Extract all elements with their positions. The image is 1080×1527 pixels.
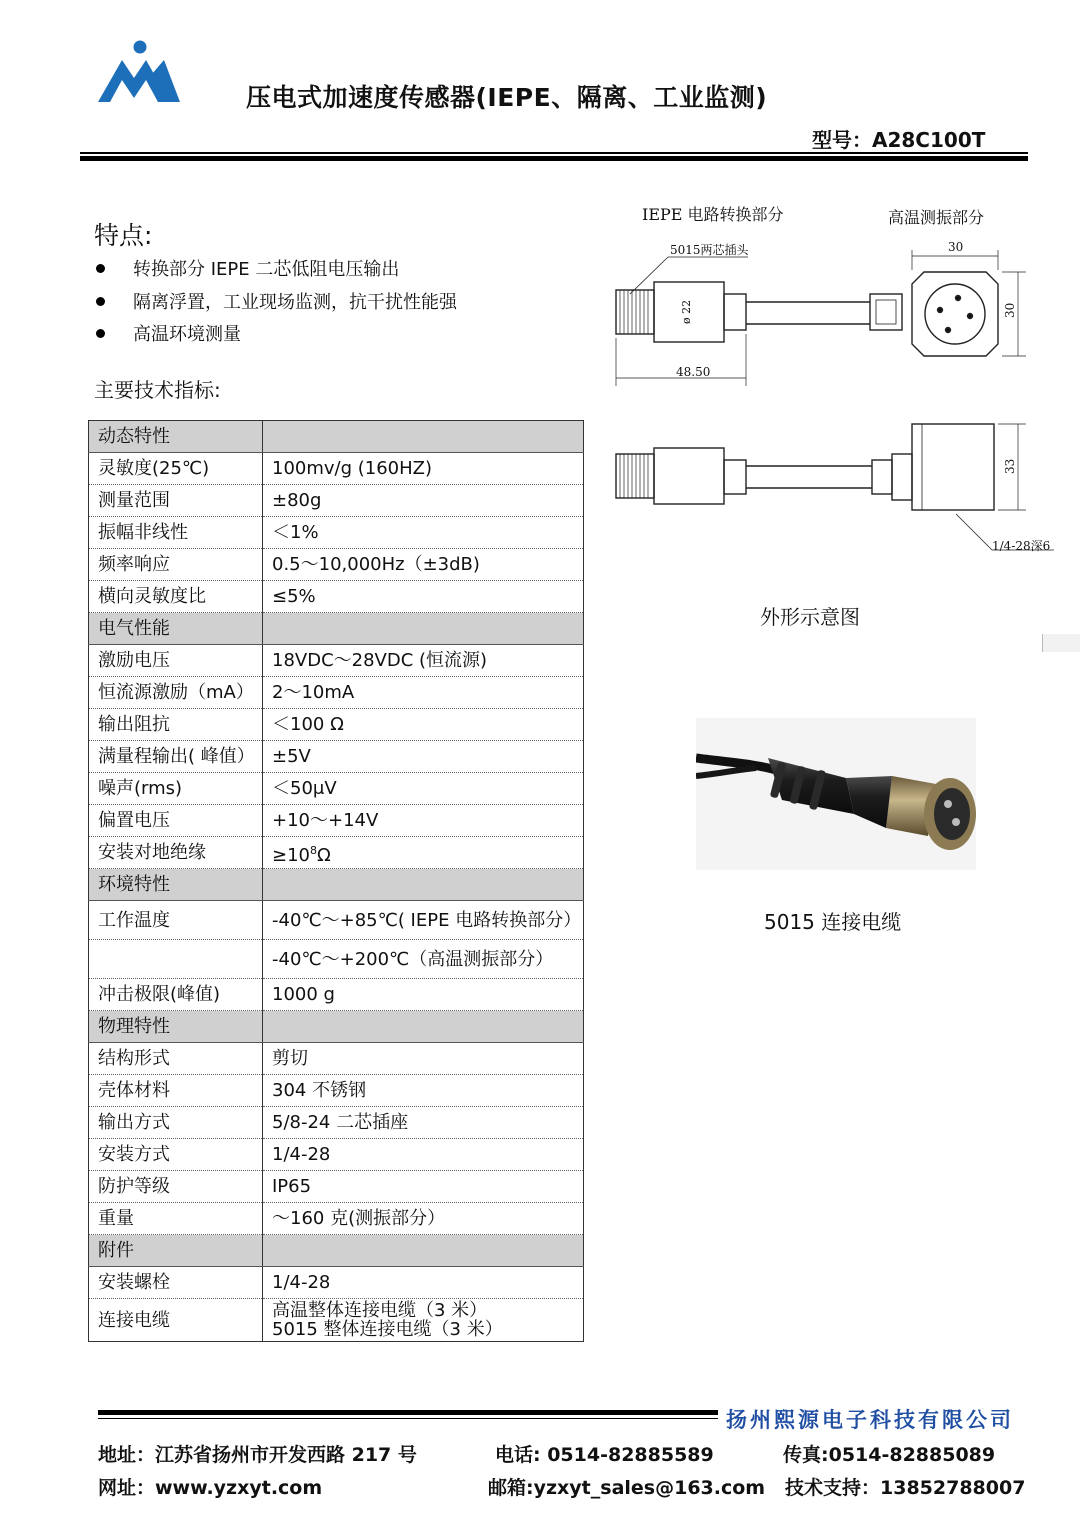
company-email: 邮箱:yzxyt_sales@163.com: [488, 1477, 766, 1499]
model-number: 型号：A28C100T: [812, 128, 986, 152]
insulation-exponent: 8: [310, 843, 317, 857]
page-side-mark: [1042, 634, 1080, 652]
table-section-row: [89, 613, 584, 645]
section-value: [263, 421, 584, 453]
table-row: [89, 1043, 584, 1075]
table-row: [89, 1075, 584, 1107]
feature-text: 高温环境测量: [133, 324, 241, 345]
company-name: 扬州熙源电子科技有限公司: [726, 1408, 1014, 1432]
spec-label: 结构形式: [89, 1043, 263, 1075]
spec-value: -40℃～+200℃（高温测振部分）: [263, 940, 584, 979]
cable-photo: [696, 718, 976, 870]
spec-value: ＜100 Ω: [263, 709, 584, 741]
section-label: 电气性能: [89, 613, 263, 645]
cable-line-1: 高温整体连接电缆（3 米）: [272, 1300, 488, 1321]
company-phone: 电话: 0514-82885589: [495, 1444, 714, 1466]
spec-value: +10～+14V: [263, 805, 584, 837]
document-title: 压电式加速度传感器(IEPE、隔离、工业监测): [246, 83, 768, 112]
features-heading: 特点:: [94, 221, 153, 250]
side-view: [616, 424, 1054, 553]
spec-label: 恒流源激励（mA）: [89, 677, 263, 709]
spec-value: 100mv/g (160HZ): [263, 453, 584, 485]
spec-label: 壳体材料: [89, 1075, 263, 1107]
spec-label: 激励电压: [89, 645, 263, 677]
table-section-row: [89, 869, 584, 901]
label-height: 30: [1003, 302, 1017, 318]
spec-label: 灵敏度(25℃): [89, 453, 263, 485]
table-row: [89, 645, 584, 677]
label-iepe-part: IEPE 电路转换部分: [642, 205, 784, 224]
feature-item: [94, 321, 457, 354]
spec-value: 1/4-28: [263, 1139, 584, 1171]
spec-label: 振幅非线性: [89, 517, 263, 549]
bullet-icon: [96, 264, 105, 273]
spec-label: 横向灵敏度比: [89, 581, 263, 613]
section-label: 物理特性: [89, 1011, 263, 1043]
table-row: [89, 709, 584, 741]
company-logo: [96, 40, 182, 104]
label-diameter: ø 22: [680, 299, 693, 324]
label-length: 48.50: [676, 365, 711, 379]
specs-heading: 主要技术指标:: [94, 378, 221, 402]
spec-value: 2～10mA: [263, 677, 584, 709]
spec-label: 噪声(rms): [89, 773, 263, 805]
header-rule-thick: [80, 156, 1028, 161]
spec-table: [88, 420, 584, 1342]
top-view: [616, 240, 1026, 386]
feature-item: [94, 256, 457, 289]
spec-value: ±5V: [263, 741, 584, 773]
table-row: [89, 485, 584, 517]
table-row: [89, 677, 584, 709]
feature-text: 转换部分 IEPE 二芯低阻电压输出: [133, 259, 400, 280]
cable-caption: 5015 连接电缆: [764, 910, 902, 934]
spec-label: 偏置电压: [89, 805, 263, 837]
spec-label: 安装螺栓: [89, 1267, 263, 1299]
spec-value: 5/8-24 二芯插座: [263, 1107, 584, 1139]
table-section-row: [89, 1235, 584, 1267]
spec-value: 1/4-28: [263, 1267, 584, 1299]
spec-label: 输出阻抗: [89, 709, 263, 741]
spec-value: 剪切: [263, 1043, 584, 1075]
table-row: [89, 805, 584, 837]
spec-value: 304 不锈钢: [263, 1075, 584, 1107]
features-list: [94, 256, 457, 354]
footer-rule: [98, 1418, 718, 1419]
spec-label: 冲击极限(峰值): [89, 979, 263, 1011]
section-value: [263, 1235, 584, 1267]
spec-label: 工作温度: [89, 901, 263, 940]
spec-label: 安装方式: [89, 1139, 263, 1171]
table-row: [89, 1267, 584, 1299]
label-hightemp-part: 高温测振部分: [888, 208, 985, 227]
spec-label: 重量: [89, 1203, 263, 1235]
table-row: [89, 549, 584, 581]
spec-value: 0.5～10,000Hz（±3dB): [263, 549, 584, 581]
insulation-value: ≥10: [272, 844, 310, 866]
spec-value: 1000 g: [263, 979, 584, 1011]
table-row: [89, 453, 584, 485]
section-label: 动态特性: [89, 421, 263, 453]
spec-value: IP65: [263, 1171, 584, 1203]
drawing-caption: 外形示意图: [760, 605, 860, 629]
section-value: [263, 613, 584, 645]
table-row: [89, 1299, 584, 1342]
table-row: [89, 741, 584, 773]
spec-value: 18VDC～28VDC (恒流源): [263, 645, 584, 677]
table-section-row: [89, 421, 584, 453]
table-row: [89, 1171, 584, 1203]
spec-value: ±80g: [263, 485, 584, 517]
feature-item: [94, 289, 457, 322]
spec-label: 防护等级: [89, 1171, 263, 1203]
spec-label: 频率响应: [89, 549, 263, 581]
footer-rule-thick: [98, 1410, 718, 1415]
label-width: 30: [948, 240, 964, 254]
tech-support: 技术支持：13852788007: [785, 1477, 1026, 1499]
bullet-icon: [96, 297, 105, 306]
table-row: [89, 901, 584, 940]
spec-label: 安装对地绝缘: [89, 837, 263, 869]
spec-value: ～160 克(测振部分）: [263, 1203, 584, 1235]
section-label: 附件: [89, 1235, 263, 1267]
spec-label: [89, 940, 263, 979]
spec-value: ＜1%: [263, 517, 584, 549]
feature-text: 隔离浮置，工业现场监测，抗干扰性能强: [133, 291, 457, 313]
table-row: [89, 1139, 584, 1171]
company-website: 网址：www.yzxyt.com: [98, 1477, 323, 1499]
table-row: [89, 1203, 584, 1235]
table-row: [89, 1107, 584, 1139]
spec-value: -40℃～+85℃( IEPE 电路转换部分）: [263, 901, 584, 940]
section-label: 环境特性: [89, 869, 263, 901]
bullet-icon: [96, 329, 105, 338]
cable-line-2: 5015 整体连接电缆（3 米）: [272, 1319, 503, 1340]
table-row: [89, 837, 584, 869]
table-section-row: [89, 1011, 584, 1043]
spec-label: 连接电缆: [89, 1299, 263, 1342]
section-value: [263, 869, 584, 901]
spec-value: [263, 837, 584, 869]
section-value: [263, 1011, 584, 1043]
label-connector: 5015两芯插头: [670, 243, 749, 257]
label-side-dimension: 33: [1003, 458, 1017, 474]
company-address: 地址：江苏省扬州市开发西路 217 号: [98, 1444, 417, 1466]
spec-value: [263, 1299, 584, 1342]
label-thread: 1/4-28深6: [992, 539, 1051, 553]
table-row: [89, 517, 584, 549]
spec-label: 输出方式: [89, 1107, 263, 1139]
dimension-drawing: [608, 198, 1080, 568]
table-row: [89, 773, 584, 805]
table-row: [89, 940, 584, 979]
spec-label: 测量范围: [89, 485, 263, 517]
spec-value: ＜50μV: [263, 773, 584, 805]
table-row: [89, 581, 584, 613]
insulation-unit: Ω: [317, 844, 331, 866]
table-row: [89, 979, 584, 1011]
spec-value: ≤5%: [263, 581, 584, 613]
header-rule: [80, 152, 1028, 154]
company-fax: 传真:0514-82885089: [783, 1444, 996, 1466]
spec-label: 满量程输出( 峰值）: [89, 741, 263, 773]
